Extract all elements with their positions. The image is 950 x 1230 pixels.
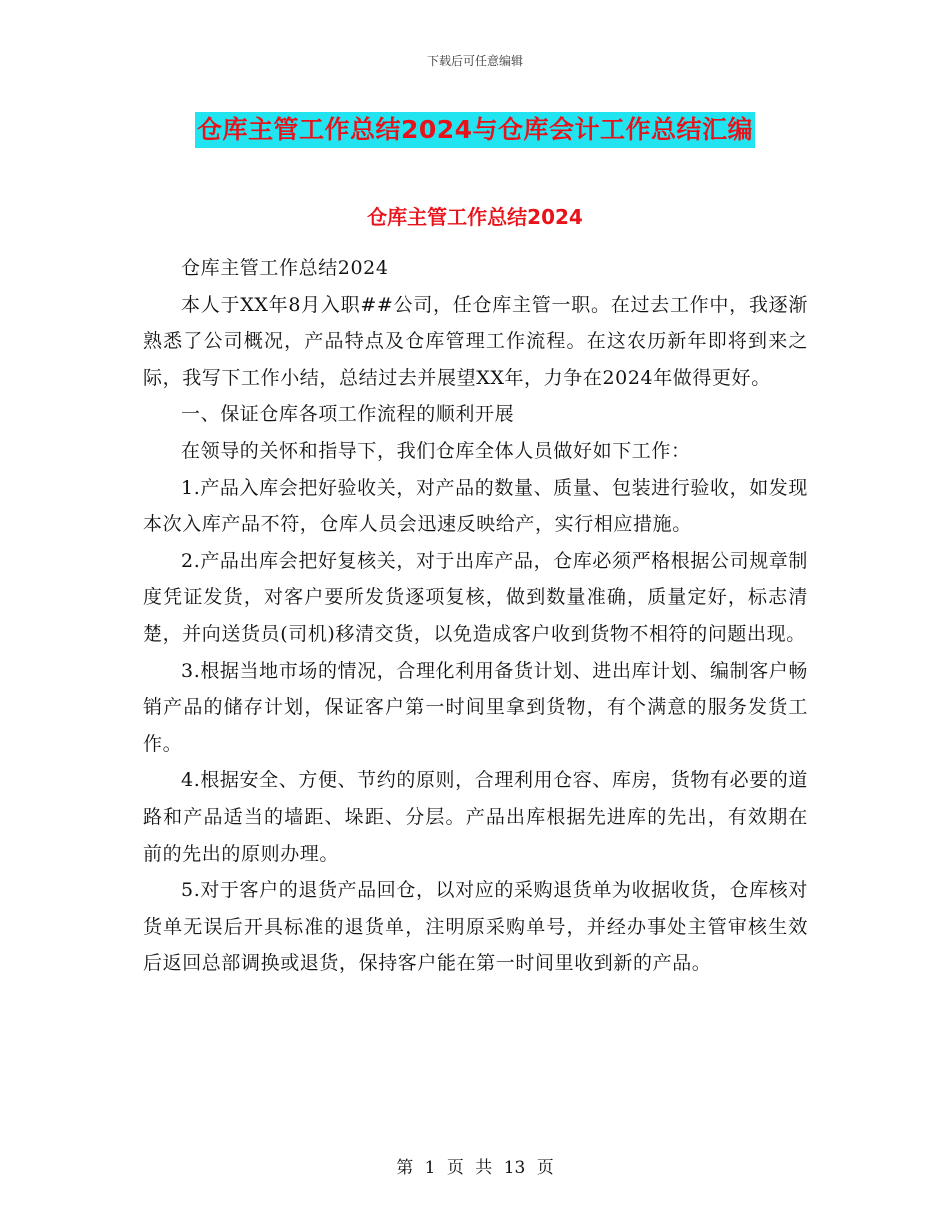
page-header-note: 下载后可任意编辑 xyxy=(426,54,523,68)
paragraph-item-3: 3.根据当地市场的情况，合理化利用备货计划、进出库计划、编制客户畅销产品的储存计划，保证客户第一时间里拿到货物，有个满意的服务发货工作。 xyxy=(143,659,808,755)
page-footer-indicator: 第 1 页 共 13 页 xyxy=(396,1158,554,1178)
paragraph-intro: 本人于XX年8月入职##公司，任仓库主管一职。在过去工作中，我逐渐熟悉了公司概况，产品特点及仓库管理工作流程。在这农历新年即将到来之际，我写下工作小结，总结过去并展望XX年，力争在2024年做得更好。 xyxy=(143,293,808,389)
paragraph-lead: 在领导的关怀和指导下，我们仓库全体人员做好如下工作： xyxy=(181,439,691,462)
document-body xyxy=(143,250,808,982)
paragraph-subtitle: 仓库主管工作总结2024 xyxy=(181,257,389,279)
paragraph-heading-1: 一、保证仓库各项工作流程的顺利开展 xyxy=(181,403,515,426)
paragraph-item-4: 4.根据安全、方便、节约的原则，合理利用仓容、库房，货物有必要的道路和产品适当的墙距、垛距、分层。产品出库根据先进库的先出，有效期在前的先出的原则办理。 xyxy=(143,769,808,865)
document-main-title: 仓库主管工作总结2024与仓库会计工作总结汇编 xyxy=(195,112,755,148)
paragraph-item-5: 5.对于客户的退货产品回仓，以对应的采购退货单为收据收货，仓库核对货单无误后开具标准的退货单，注明原采购单号，并经办事处主管审核生效后返回总部调换或退货，保持客户能在第一时间里收到新的产品。 xyxy=(143,879,808,975)
main-title-container xyxy=(0,112,950,148)
paragraph-item-2: 2.产品出库会把好复核关，对于出库产品，仓库必须严格根据公司规章制度凭证发货，对客户要所发货逐项复核，做到数量准确，质量定好，标志清楚，并向送货员(司机)移清交货，以免造成客户收到货物不相符的问题出现。 xyxy=(143,549,808,645)
section-title: 仓库主管工作总结2024 xyxy=(367,205,583,229)
paragraph-item-1: 1.产品入库会把好验收关，对产品的数量、质量、包装进行验收，如发现本次入库产品不符，仓库人员会迅速反映给产，实行相应措施。 xyxy=(143,476,808,536)
